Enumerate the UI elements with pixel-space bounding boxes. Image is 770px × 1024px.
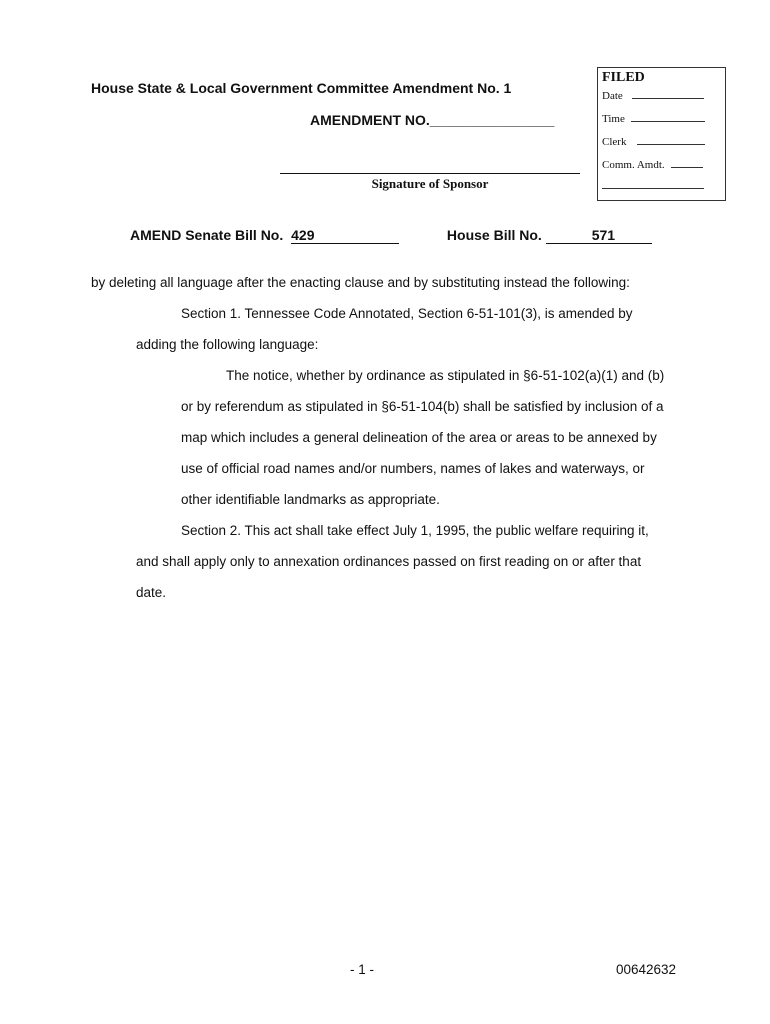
house-bill-number: 571 [546, 227, 652, 244]
quote-line: map which includes a general delineation of the area or areas to be annexed by [181, 430, 657, 445]
filed-comm-amdt-row [602, 158, 703, 171]
filed-comm-amdt-blank [671, 158, 703, 168]
filed-extra-row [602, 179, 704, 192]
quote-line: The notice, whether by ordinance as stipulated in §6-51-102(a)(1) and (b) [226, 368, 665, 383]
house-bill-label: House Bill No. [446, 227, 542, 243]
amendment-number-label: AMENDMENT NO.________________ [310, 112, 555, 128]
page-number: - 1 - [350, 962, 375, 977]
section-2-line-1: Section 2. This act shall take effect July 1, 1995, the public welfare requiring it, [181, 523, 649, 538]
intro-paragraph: by deleting all language after the enacting clause and by substituting instead the following: [91, 275, 630, 290]
quote-line: or by referendum as stipulated in §6-51-104(b) shall be satisfied by inclusion of a [181, 399, 664, 414]
filed-time-row [602, 112, 705, 125]
filed-date-blank [632, 89, 704, 99]
senate-bill-label: AMEND Senate Bill No. [130, 227, 284, 243]
section-1-line-2: adding the following language: [136, 337, 319, 352]
filed-title: FILED [602, 70, 645, 85]
filed-date-label: Date [602, 90, 623, 102]
section-2-line-3: date. [136, 585, 167, 600]
bill-number-line [130, 227, 652, 244]
senate-bill-number: 429 [291, 227, 399, 244]
document-number: 00642632 [616, 962, 677, 977]
filed-clerk-label: Clerk [602, 136, 627, 148]
quote-line: other identifiable landmarks as appropriate. [181, 492, 440, 507]
signature-line [280, 173, 580, 174]
signature-of-sponsor-label: Signature of Sponsor [371, 176, 489, 191]
section-1-line-1: Section 1. Tennessee Code Annotated, Section 6-51-101(3), is amended by [181, 306, 633, 321]
quote-line: use of official road names and/or numbers, names of lakes and waterways, or [181, 461, 645, 476]
filed-stamp-box [597, 67, 726, 201]
committee-title: House State & Local Government Committee Amendment No. 1 [91, 80, 512, 96]
filed-clerk-blank [637, 135, 705, 145]
filed-time-label: Time [602, 113, 625, 125]
filed-extra-blank [602, 179, 704, 189]
filed-time-blank [631, 112, 705, 122]
filed-date-row [602, 89, 704, 102]
filed-clerk-row [602, 135, 705, 148]
filed-comm-amdt-label: Comm. Amdt. [602, 159, 665, 171]
section-2-line-2: and shall apply only to annexation ordinances passed on first reading on or after that [136, 554, 642, 569]
